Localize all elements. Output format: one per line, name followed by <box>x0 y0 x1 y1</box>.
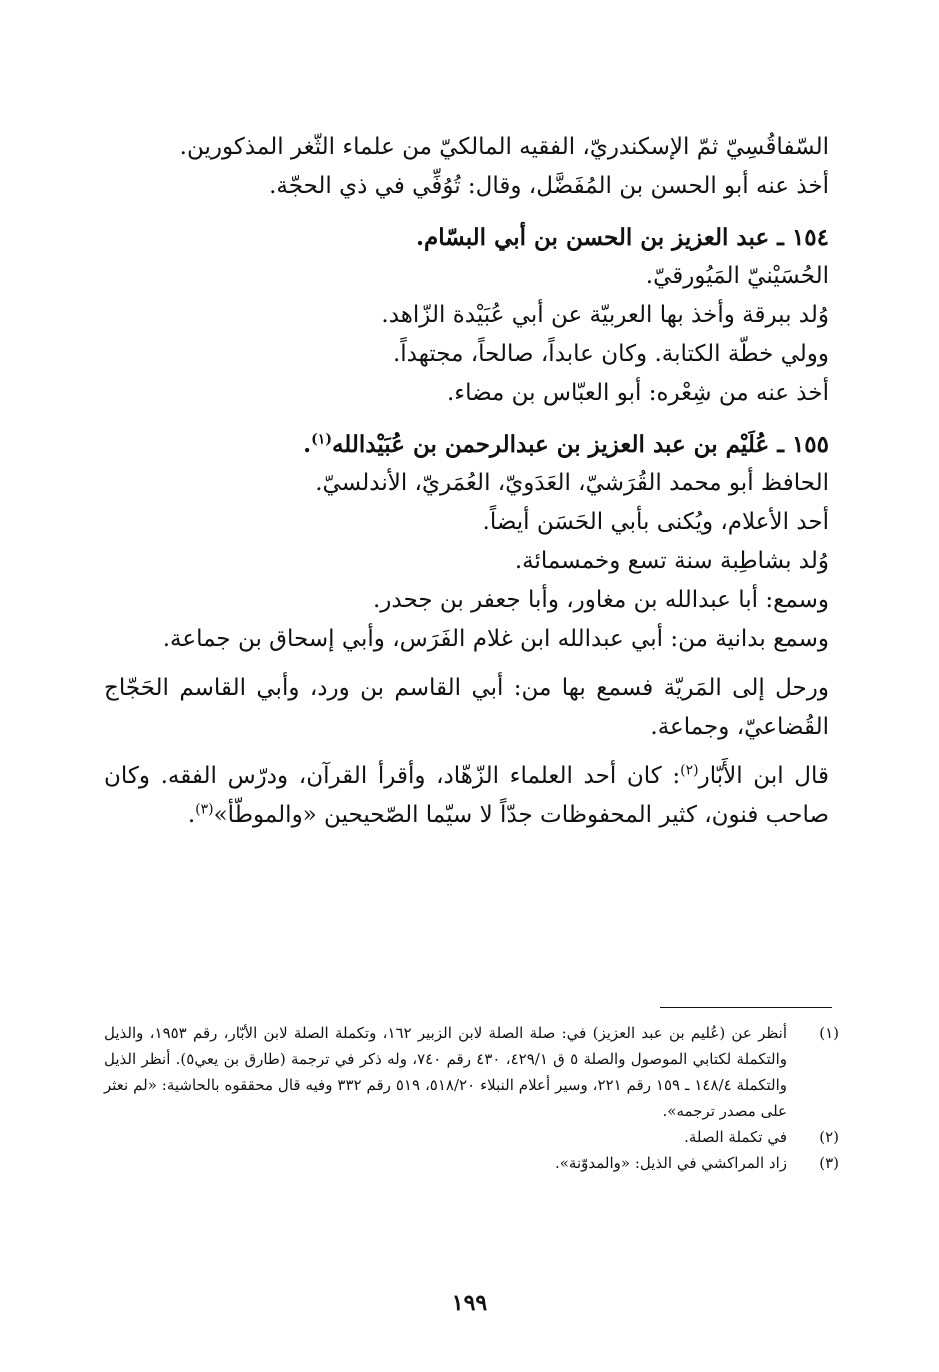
entry-155-line: أحد الأعلام، ويُكنى بأبي الحَسَن أيضاً. <box>482 509 829 535</box>
entry-155-paragraph <box>104 757 829 835</box>
entry-155-paragraph: وسمع بدانية من: أبي عبدالله ابن غلام الفَرَس، وأبي إسحاق بن جماعة. <box>162 626 829 652</box>
entry-155-heading <box>104 425 829 464</box>
footnote-text: زاد المراكشي في الذيل: «والمدوّنة». <box>554 1154 787 1172</box>
page-number: ١٩٩ <box>451 1290 488 1316</box>
footnote <box>104 1150 839 1176</box>
entry-155-line: وسمع: أبا عبدالله بن مغاور، وأبا جعفر بن جحدر. <box>372 587 829 613</box>
entry-154-heading: ١٥٤ ـ عبد العزيز بن الحسن بن أبي البسّام. <box>415 224 829 251</box>
footnote <box>104 1020 839 1124</box>
main-text <box>104 128 829 835</box>
footnote-number: (٢) <box>819 1128 839 1146</box>
footnotes <box>104 1020 839 1176</box>
entry-154-line: أخذ عنه من شِعْره: أبو العبّاس بن مضاء. <box>446 380 829 406</box>
footnote <box>104 1124 839 1150</box>
intro-line: أخذ عنه أبو الحسن بن المُفَضَّل، وقال: تُوُفِّي في ذي الحجّة. <box>269 173 829 199</box>
entry-154-line: وولي خطّة الكتابة. وكان عابداً، صالحاً، مجتهداً. <box>392 341 829 367</box>
footnote-ref-2: (٢) <box>680 762 699 779</box>
entry-155-paragraph: ورحل إلى المَريّة فسمع بها من: أبي القاسم بن ورد، وأبي القاسم الحَجّاج القُضاعيّ، وجماعة. <box>104 675 829 740</box>
quote-end: . <box>187 802 196 828</box>
quote-intro: قال ابن الأَبّار <box>698 763 829 789</box>
footnote-number: (١) <box>819 1024 839 1042</box>
entry-155-line: الحافظ أبو محمد القُرَشيّ، العَدَويّ، العُمَريّ، الأندلسيّ. <box>315 470 829 496</box>
footnote-text: أنظر عن (عُليم بن عبد العزيز) في: صلة الصلة لابن الزبير ١٦٢، وتكملة الصلة لابن الأبّار، رقم ١٩٥٣، والذيل والتكملة لكتابي الموصول والصلة ٥ ق ٤٢٩/١، ٤٣٠ رقم ٧٤٠، وله ذكر في ترجمة (طارق بن يعي٥). أنظر الذيل والتكملة ١٤٨/٤ ـ ١٥٩ رقم ٢٢١، وسير أعلام النبلاء ٥١٨/٢٠، ٥١٩ رقم ٣٣٢ وفيه قال محققوه بالحاشية: «لم نعثر على مصدر ترجمه». <box>104 1024 788 1120</box>
quote-text: : كان أحد العلماء الزّهّاد، وأقرأ القرآن، ودرّس الفقه. وكان صاحب فنون، كثير المحفوظات جدّاً لا سيّما الصّحيحين «والموطّأ» <box>104 763 829 828</box>
footnote-number: (٣) <box>819 1154 839 1172</box>
entry-155-heading-text: ١٥٥ ـ عُلَيْم بن عبد العزيز بن عبدالرحمن بن عُبَيْدالله <box>331 431 829 458</box>
entry-154-line: وُلد ببرقة وأخذ بها العربيّة عن أبي عُبَيْدة الزّاهد. <box>381 302 829 328</box>
footnote-separator <box>660 1007 832 1008</box>
footnote-ref-1: (١) <box>311 431 332 448</box>
footnote-ref-3: (٣) <box>195 801 214 818</box>
entry-155-line: وُلد بشاطِبة سنة تسع وخمسمائة. <box>514 548 829 574</box>
entry-154-line: الحُسَيْنيّ المَيُورقيّ. <box>645 263 829 289</box>
footnote-text: في تكملة الصلة. <box>684 1128 787 1146</box>
intro-line: السّفاقُسِيّ ثمّ الإسكندريّ، الفقيه المالكيّ من علماء الثّغر المذكورين. <box>179 134 829 160</box>
heading-period: . <box>303 431 312 458</box>
